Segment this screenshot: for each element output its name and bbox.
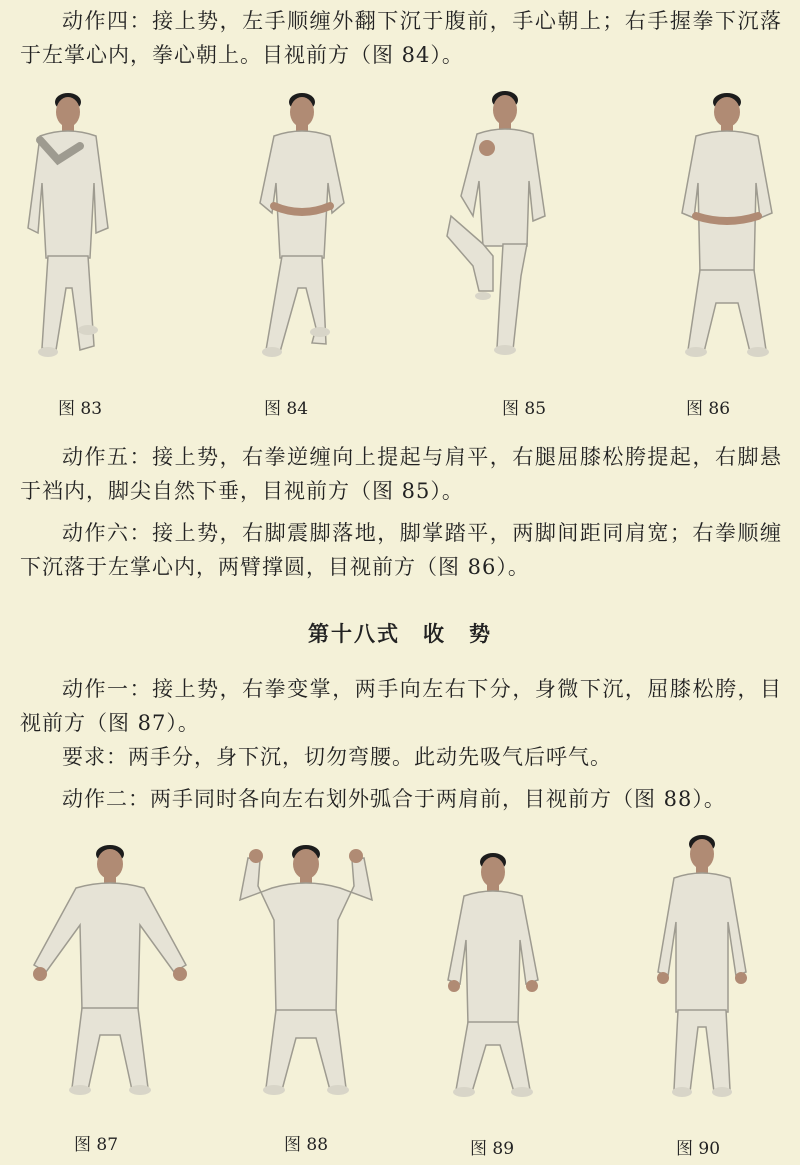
figure-85-photo bbox=[443, 86, 553, 361]
caption-figure-88: 图 88 bbox=[283, 1135, 329, 1155]
section-heading: 第十八式 收 势 bbox=[308, 622, 492, 646]
figure-90-photo bbox=[650, 832, 755, 1100]
figure-89-photo bbox=[438, 850, 548, 1100]
paragraph-action-5: 动作五：接上势，右拳逆缠向上提起与肩平，右腿屈膝松胯提起，右脚悬于裆内，脚尖自然下垂，目视前方（图 85）。 bbox=[20, 445, 782, 503]
paragraph-requirement: 要求：两手分，身下沉，切勿弯腰。此动先吸气后呼气。 bbox=[62, 745, 612, 769]
paragraph-closing-action-1: 动作一：接上势，右拳变掌，两手向左右下分，身微下沉，屈膝松胯，目视前方（图 87）。 bbox=[20, 677, 782, 735]
caption-figure-87: 图 87 bbox=[73, 1135, 119, 1155]
figure-83-photo bbox=[18, 88, 118, 363]
caption-figure-86: 图 86 bbox=[685, 399, 731, 419]
figure-86-photo bbox=[672, 88, 782, 363]
caption-figure-84: 图 84 bbox=[263, 399, 309, 419]
paragraph-action-4: 动作四：接上势，左手顺缠外翻下沉于腹前，手心朝上；右手握拳下沉落于左掌心内，拳心朝上。目视前方（图 84）。 bbox=[20, 9, 782, 67]
figure-88-photo bbox=[234, 838, 379, 1098]
caption-figure-85: 图 85 bbox=[501, 399, 547, 419]
figure-84-photo bbox=[252, 88, 352, 363]
caption-figure-89: 图 89 bbox=[469, 1139, 515, 1159]
caption-figure-90: 图 90 bbox=[675, 1139, 721, 1159]
caption-figure-83: 图 83 bbox=[57, 399, 103, 419]
figure-87-photo bbox=[28, 840, 193, 1100]
paragraph-closing-action-2: 动作二：两手同时各向左右划外弧合于两肩前，目视前方（图 88）。 bbox=[62, 787, 726, 811]
paragraph-action-6: 动作六：接上势，右脚震脚落地，脚掌踏平，两脚间距同肩宽；右拳顺缠下沉落于左掌心内，两臂撑圆，目视前方（图 86）。 bbox=[20, 521, 782, 579]
